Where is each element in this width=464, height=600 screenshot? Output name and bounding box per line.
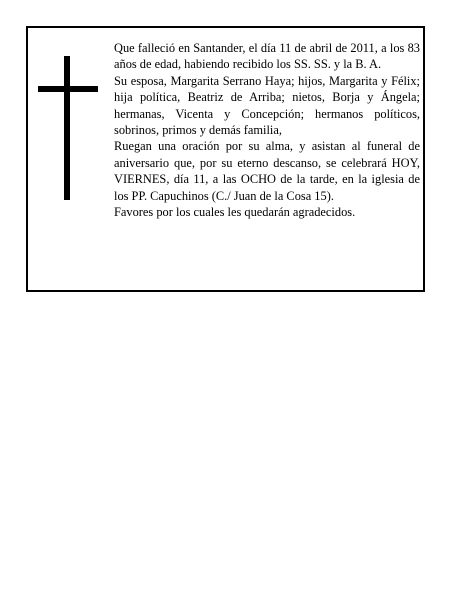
cross-horizontal-bar [38,86,98,92]
notice-paragraph-thanks: Favores por los cuales les quedarán agradecidos. [114,205,356,220]
notice-paragraph-funeral: Ruegan una oración por su alma, y asistan al funeral de aniversario que, por su eterno descanso, se celebrará HOY, VIERNES, día 11, a las OCHO de la tarde, en la iglesia de los PP. Capuchinos (C./ Juan de la Cosa 15). [114,139,420,203]
cross-vertical-bar [64,56,70,200]
notice-paragraph-family: Su esposa, Margarita Serrano Haya; hijos, Margarita y Félix; hija política, Beatriz de Arriba; nietos, Borja y Ángela; hermanas, Vicenta y Concepción; hermanos políticos, sobrinos, primos y demás familia, [114,73,420,138]
notice-paragraph-death: Que falleció en Santander, el día 11 de abril de 2011, a los 83 años de edad, habiendo recibido los SS. SS. y la B. A. [114,41,420,72]
notice-text [114,40,420,220]
obituary-notice [26,26,425,292]
latin-cross-icon [38,56,98,200]
